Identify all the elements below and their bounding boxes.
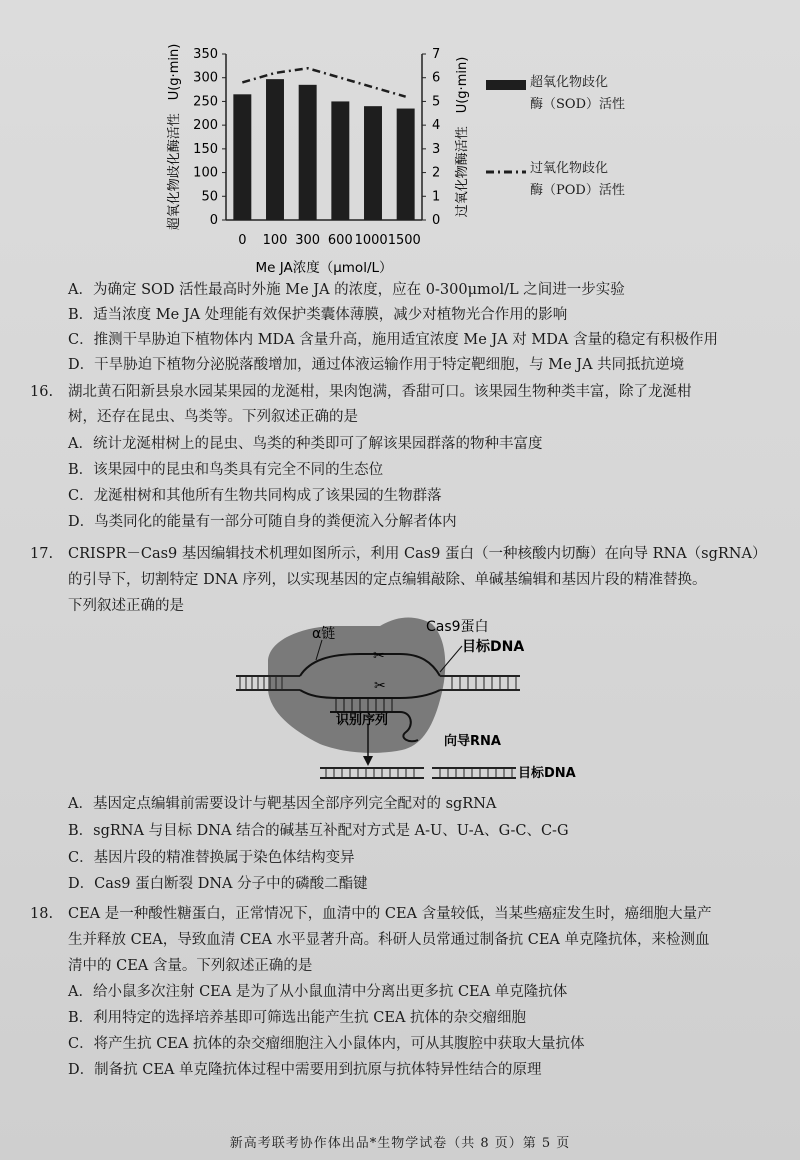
q15-option-d: D．干旱胁迫下植物分泌脱落酸增加，通过体液运输作用于特定靶细胞，与 Me JA 共同抵抗逆境 xyxy=(68,357,685,373)
q18-option-a: A．给小鼠多次注射 CEA 是为了从小鼠血清中分离出更多抗 CEA 单克隆抗体 xyxy=(68,984,568,1000)
right-tick-label: 3 xyxy=(432,141,441,157)
label-target-dna-top: 目标DNA xyxy=(462,639,525,655)
q18-stem-1: CEA 是一种酸性糖蛋白，正常情况下，血清中的 CEA 含量较低，当某些癌症发生时，癌细胞大量产 xyxy=(68,906,712,922)
target-dna-bottom xyxy=(320,768,516,778)
q16-option-b: B．该果园中的昆虫和鸟类具有完全不同的生态位 xyxy=(68,462,384,478)
label-cas9: Cas9蛋白 xyxy=(426,619,489,635)
q15-option-c: C．推测干旱胁迫下植物体内 MDA 含量升高，施用适宜浓度 Me JA 对 MDA 含量的稳定有积极作用 xyxy=(68,332,718,348)
right-tick-label: 7 xyxy=(432,47,441,62)
left-tick-label: 250 xyxy=(193,94,218,110)
right-tick-label: 2 xyxy=(432,165,441,181)
q17-option-b: B．sgRNA 与目标 DNA 结合的碱基互补配对方式是 A-U、U-A、G-C、C-G xyxy=(68,823,569,839)
cas9-protein-shape xyxy=(268,618,445,753)
q16-option-a: A．统计龙涎柑树上的昆虫、鸟类的种类即可了解该果园群落的物种丰富度 xyxy=(68,436,543,452)
page-footer: 新高考联考协作体出品*生物学试卷（共 8 页）第 5 页 xyxy=(229,1136,571,1151)
target-dna-top-left-rungs xyxy=(240,676,282,690)
scissors-icon-upper: ✂ xyxy=(373,648,385,664)
right-tick-label: 5 xyxy=(432,94,441,110)
x-tick-label: 600 xyxy=(327,233,353,248)
arrow-head xyxy=(363,756,373,766)
q17-option-d: D．Cas9 蛋白断裂 DNA 分子中的磷酸二酯键 xyxy=(68,876,368,892)
q17-number: 17. xyxy=(30,546,54,562)
left-tick-label: 350 xyxy=(193,47,218,62)
legend-pod-label-1: 过氧化物歧化 xyxy=(530,161,609,176)
label-guide-rna: 向导RNA xyxy=(444,734,501,749)
x-tick-label: 100 xyxy=(262,233,288,248)
left-tick-label: 50 xyxy=(201,189,218,205)
q15-option-a: A．为确定 SOD 活性最高时外施 Me JA 的浓度，应在 0-300μmol/L 之间进一步实验 xyxy=(68,282,625,298)
q16-number: 16. xyxy=(30,384,54,400)
q17-stem-1: CRISPR－Cas9 基因编辑技术机理如图所示，利用 Cas9 蛋白（一种核酸内切酶）在向导 RNA（sgRNA） xyxy=(68,546,767,562)
label-alpha: α链 xyxy=(312,626,336,642)
x-tick-label: 10001500 xyxy=(354,233,421,248)
q16-option-d: D．鸟类同化的能量有一部分可随自身的粪便流入分解者体内 xyxy=(68,514,457,530)
left-tick-label: 200 xyxy=(193,118,218,134)
right-tick-label: 4 xyxy=(432,118,441,134)
left-tick-label: 100 xyxy=(193,165,218,181)
q17-option-a: A．基因定点编辑前需要设计与靶基因全部序列完全配对的 sgRNA xyxy=(68,796,497,812)
x-tick-label: 0 xyxy=(238,233,247,248)
right-axis-label: 过氧化物酶活性 U(g·min) xyxy=(455,56,470,218)
left-tick-label: 150 xyxy=(193,141,218,157)
q16-option-c: C．龙涎柑树和其他所有生物共同构成了该果园的生物群落 xyxy=(68,488,442,504)
right-tick-label: 1 xyxy=(432,189,441,205)
q17-stem-3: 下列叙述正确的是 xyxy=(68,598,184,614)
label-recognition-sequence: 识别序列 xyxy=(336,713,389,728)
target-dna-top-right-rungs xyxy=(452,676,516,690)
label-target-dna-bottom: 目标DNA xyxy=(518,766,576,781)
left-tick-label: 300 xyxy=(193,70,218,86)
q18-stem-2: 生并释放 CEA，导致血清 CEA 水平显著升高。科研人员常通过制备抗 CEA 单克隆抗体，来检测血 xyxy=(68,932,710,948)
q18-option-c: C．将产生抗 CEA 抗体的杂交瘤细胞注入小鼠体内，可从其腹腔中获取大量抗体 xyxy=(68,1036,585,1052)
q16-stem-2: 树，还存在昆虫、鸟类等。下列叙述正确的是 xyxy=(68,409,358,425)
right-tick-label: 0 xyxy=(432,213,441,228)
target-dna-bottom-rungs xyxy=(326,768,512,778)
left-tick-label: 0 xyxy=(209,213,218,228)
x-axis-label: Me JA浓度（μmol/L） xyxy=(255,260,393,276)
q16-stem-1: 湖北黄石阳新县泉水园某果园的龙涎柑，果肉饱满，香甜可口。该果园生物种类丰富，除了龙涎柑 xyxy=(68,384,692,400)
scissors-icon-lower: ✂ xyxy=(374,678,386,694)
legend-pod-label-2: 酶（POD）活性 xyxy=(530,183,625,198)
right-tick-label: 6 xyxy=(432,70,441,86)
q17-stem-2: 的引导下，切割特定 DNA 序列，以实现基因的定点编辑敲除、单碱基编辑和基因片段的精准替换。 xyxy=(68,572,707,588)
q15-option-b: B．适当浓度 Me JA 处理能有效保护类囊体薄膜，减少对植物光合作用的影响 xyxy=(68,307,568,323)
legend-sod-label-1: 超氧化物歧化 xyxy=(530,75,609,90)
q18-option-b: B．利用特定的选择培养基即可筛选出能产生抗 CEA 抗体的杂交瘤细胞 xyxy=(68,1010,527,1026)
x-tick-label: 300 xyxy=(295,233,321,248)
q18-option-d: D．制备抗 CEA 单克隆抗体过程中需要用到抗原与抗体特异性结合的原理 xyxy=(68,1062,542,1078)
q17-option-c: C．基因片段的精准替换属于染色体结构变异 xyxy=(68,850,355,866)
q18-number: 18. xyxy=(30,906,54,922)
legend-sod-label-2: 酶（SOD）活性 xyxy=(530,97,625,112)
left-axis-label: 超氧化物歧化酶活性 U(g·min) xyxy=(167,43,182,231)
q18-stem-3: 清中的 CEA 含量。下列叙述正确的是 xyxy=(68,958,313,974)
